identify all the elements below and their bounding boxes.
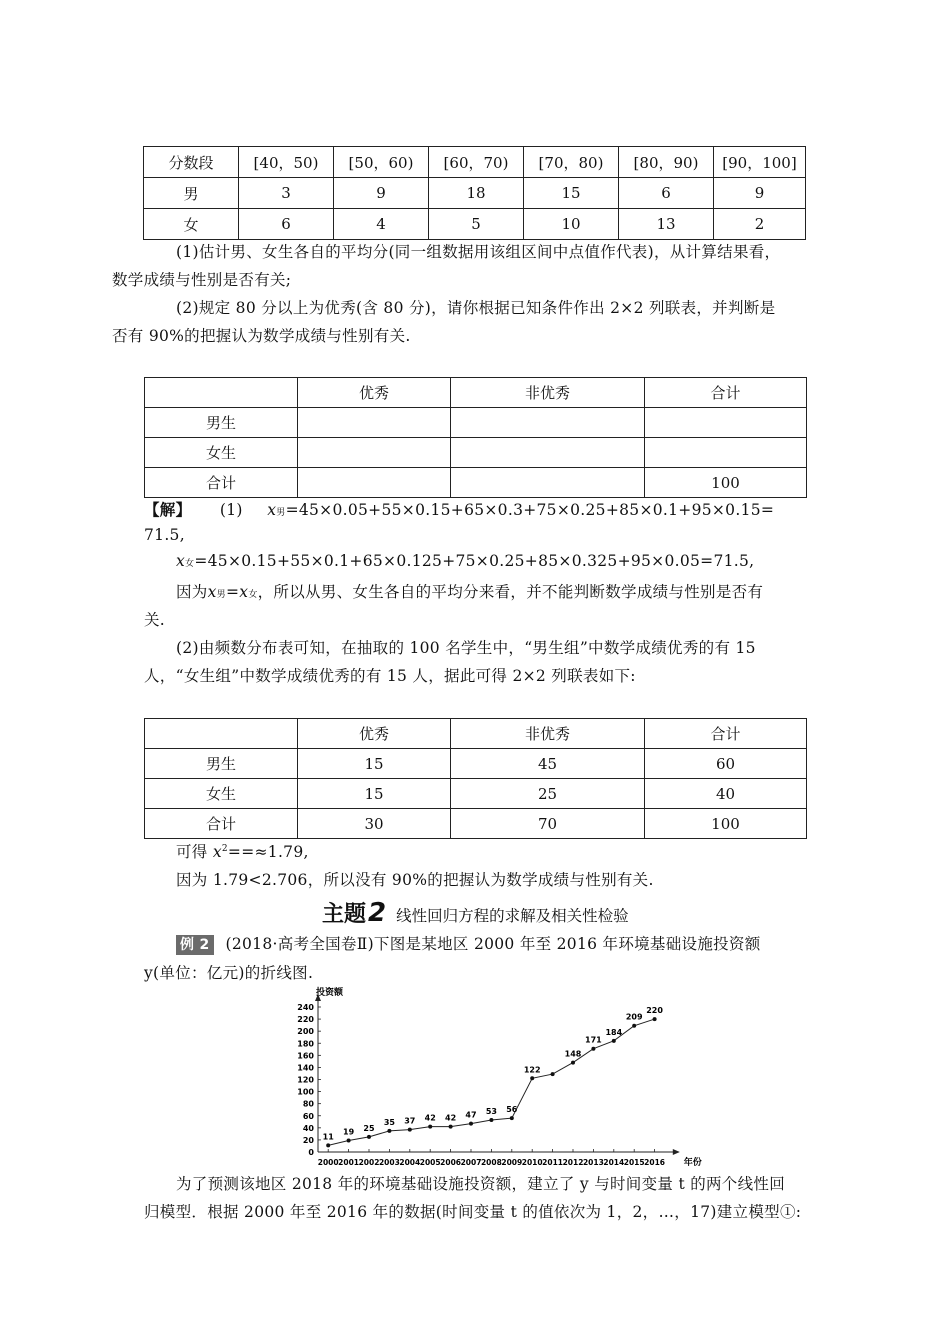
table-cell: 25 xyxy=(451,779,645,809)
filled-contingency-table xyxy=(144,718,807,839)
table-cell: 合计 xyxy=(645,719,807,749)
x-tick-label: 2002 xyxy=(358,1158,380,1167)
x-tick-label: 2006 xyxy=(440,1158,462,1167)
data-label: 171 xyxy=(585,1035,602,1045)
data-point xyxy=(428,1125,432,1129)
table-cell: 合计 xyxy=(645,378,807,408)
table-cell: 非优秀 xyxy=(451,719,645,749)
data-label: 42 xyxy=(424,1113,436,1123)
data-label: 148 xyxy=(564,1049,582,1059)
data-point xyxy=(347,1139,351,1143)
solution-part-1 xyxy=(144,498,774,520)
question-2-line-2: 否有 90%的把握认为数学成绩与性别有关. xyxy=(112,327,411,345)
solution-part-2-line-2: 人，“女生组”中数学成绩优秀的有 15 人，据此可得 2×2 列联表如下: xyxy=(144,667,636,685)
y-tick-label: 80 xyxy=(302,1099,314,1109)
table-row xyxy=(145,468,807,498)
table-cell: 100 xyxy=(645,468,807,498)
male-subscript: 男 xyxy=(276,508,286,518)
x-axis-title: 年份 xyxy=(683,1158,702,1168)
example-line-1 xyxy=(176,932,761,955)
table-cell: [90，100] xyxy=(714,147,806,178)
data-point xyxy=(326,1143,330,1147)
data-label: 35 xyxy=(383,1117,395,1127)
table-row xyxy=(145,408,807,438)
data-label: 11 xyxy=(322,1132,334,1142)
investment-line-chart xyxy=(280,988,700,1170)
table-cell: 6 xyxy=(239,209,334,240)
data-label: 19 xyxy=(343,1127,355,1137)
y-tick-label: 240 xyxy=(297,1003,314,1012)
table-cell: [50，60) xyxy=(334,147,429,178)
conclusion-line: 因为 1.79<2.706，所以没有 90%的把握认为数学成绩与性别有关. xyxy=(176,871,654,889)
y-tick-label: 60 xyxy=(302,1111,314,1121)
data-label: 37 xyxy=(404,1116,416,1126)
table-header-row xyxy=(145,378,807,408)
data-point xyxy=(530,1076,534,1080)
table-cell xyxy=(645,408,807,438)
topic-subtitle: 线性回归方程的求解及相关性检验 xyxy=(396,907,629,925)
question-2 xyxy=(112,294,808,350)
x-tick-label: 2011 xyxy=(542,1158,564,1167)
y-axis-title: 投资额 xyxy=(316,988,344,998)
x-tick-label: 2004 xyxy=(399,1158,421,1167)
solution-part-1-prefix: (1) xyxy=(219,501,243,519)
y-tick-label: 120 xyxy=(297,1075,314,1085)
male-mean-symbol-2: x xyxy=(207,583,217,601)
chi-square-prefix: 可得 xyxy=(176,843,208,861)
table-cell: 40 xyxy=(645,779,807,809)
table-cell: 45 xyxy=(451,749,645,779)
blank-contingency-table xyxy=(144,377,807,498)
series-line xyxy=(328,1019,654,1145)
topic-number: 2 xyxy=(368,898,387,928)
question-1-line-2: 数学成绩与性别是否有关; xyxy=(112,271,292,289)
table-row xyxy=(145,809,807,839)
data-label: 47 xyxy=(465,1110,477,1120)
table-header-row xyxy=(145,719,807,749)
table-cell: 5 xyxy=(429,209,524,240)
table-cell xyxy=(298,468,451,498)
female-mean-expression: =45×0.15+55×0.1+65×0.125+75×0.25+85×0.325+95×0.05=71.5, xyxy=(194,552,755,570)
table-cell: 合计 xyxy=(145,468,298,498)
data-label: 209 xyxy=(625,1012,643,1022)
female-mean-line xyxy=(176,552,754,570)
example-badge: 例 2 xyxy=(176,935,214,955)
y-tick-label: 40 xyxy=(302,1123,314,1133)
table-cell: 男生 xyxy=(145,749,298,779)
table-cell: 15 xyxy=(298,749,451,779)
x-tick-label: 2005 xyxy=(419,1158,441,1167)
y-tick-label: 160 xyxy=(297,1051,314,1061)
because-prefix: 因为 xyxy=(176,583,208,601)
data-point xyxy=(551,1072,555,1076)
table-cell xyxy=(645,438,807,468)
data-point xyxy=(571,1061,575,1065)
table-row xyxy=(144,178,806,209)
y-tick-label: 200 xyxy=(297,1027,314,1037)
table-cell xyxy=(451,468,645,498)
data-point xyxy=(612,1039,616,1043)
table-cell: 分数段 xyxy=(144,147,239,178)
score-distribution-table xyxy=(143,146,806,240)
table-cell: 优秀 xyxy=(298,378,451,408)
y-tick-label: 20 xyxy=(302,1135,314,1145)
x-tick-label: 2014 xyxy=(603,1158,625,1167)
x-tick-label: 2003 xyxy=(378,1158,400,1167)
table-cell: 2 xyxy=(714,209,806,240)
x-tick-label: 2009 xyxy=(501,1158,523,1167)
chi-square-exponent: 2 xyxy=(221,843,228,854)
x-axis-arrow xyxy=(673,1149,680,1155)
data-label: 42 xyxy=(445,1113,457,1123)
question-1-line-1: (1)估计男、女生各自的平均分(同一组数据用该组区间中点值作代表)，从计算结果看， xyxy=(176,243,781,261)
data-label: 25 xyxy=(363,1123,375,1133)
closing-line-2: 归模型．根据 2000 年至 2016 年的数据(时间变量 t 的值依次为 1，2，…，17)建立模型①: xyxy=(144,1203,802,1221)
table-row xyxy=(144,209,806,240)
table-row xyxy=(145,749,807,779)
y-tick-label: 220 xyxy=(297,1015,314,1025)
data-label: 184 xyxy=(605,1027,623,1037)
male-subscript-2: 男 xyxy=(216,590,226,600)
data-point xyxy=(449,1125,453,1129)
x-tick-label: 2013 xyxy=(582,1158,604,1167)
table-cell: 优秀 xyxy=(298,719,451,749)
data-point xyxy=(469,1122,473,1126)
table-cell xyxy=(298,438,451,468)
topic-heading xyxy=(322,897,629,928)
equals-sign: = xyxy=(225,583,240,601)
table-cell xyxy=(145,378,298,408)
chi-square-symbol: x xyxy=(212,843,222,861)
data-point xyxy=(591,1047,595,1051)
x-tick-label: 2008 xyxy=(480,1158,502,1167)
closing-line-1: 为了预测该地区 2018 年的环境基础设施投资额，建立了 y 与时间变量 t 的两个线性回 xyxy=(176,1175,785,1193)
because-end: 关. xyxy=(144,611,166,629)
chi-square-value: ==≈1.79, xyxy=(227,843,309,861)
table-cell: 100 xyxy=(645,809,807,839)
table-header-row xyxy=(144,147,806,178)
data-point xyxy=(408,1128,412,1132)
table-row xyxy=(145,438,807,468)
data-point xyxy=(653,1017,657,1021)
solution-label: 【解】 xyxy=(144,500,192,519)
data-point xyxy=(489,1118,493,1122)
y-tick-label: 100 xyxy=(297,1087,314,1097)
chi-square-line xyxy=(176,840,309,862)
table-cell: 9 xyxy=(334,178,429,209)
y-tick-label: 0 xyxy=(308,1148,314,1157)
topic-title: 主题 xyxy=(322,902,367,927)
table-cell: 3 xyxy=(239,178,334,209)
table-cell: 15 xyxy=(298,779,451,809)
x-tick-label: 2007 xyxy=(460,1158,482,1167)
table-cell: 60 xyxy=(645,749,807,779)
table-cell: [60，70) xyxy=(429,147,524,178)
table-cell: 18 xyxy=(429,178,524,209)
solution-part-2-line-1: (2)由频数分布表可知，在抽取的 100 名学生中，“男生组”中数学成绩优秀的有 15 xyxy=(176,639,756,657)
table-cell: 13 xyxy=(619,209,714,240)
table-cell: 10 xyxy=(524,209,619,240)
table-cell: [80，90) xyxy=(619,147,714,178)
question-1 xyxy=(112,238,808,294)
data-label: 122 xyxy=(523,1065,541,1075)
male-mean-expression: =45×0.05+55×0.15+65×0.3+75×0.25+85×0.1+95×0.15= xyxy=(285,501,775,519)
table-cell: 6 xyxy=(619,178,714,209)
data-label: 220 xyxy=(646,1006,663,1016)
y-tick-label: 180 xyxy=(297,1039,314,1049)
female-subscript: 女 xyxy=(185,559,195,569)
table-cell: 30 xyxy=(298,809,451,839)
table-cell: 女 xyxy=(144,209,239,240)
table-cell xyxy=(145,719,298,749)
table-cell: 15 xyxy=(524,178,619,209)
table-cell: 非优秀 xyxy=(451,378,645,408)
x-tick-label: 2012 xyxy=(562,1158,584,1167)
example-text-2: y(单位：亿元)的折线图. xyxy=(144,964,314,982)
table-cell: 男 xyxy=(144,178,239,209)
table-row xyxy=(145,779,807,809)
data-point xyxy=(367,1135,371,1139)
table-cell: [70，80) xyxy=(524,147,619,178)
table-cell: 9 xyxy=(714,178,806,209)
x-tick-label: 2000 xyxy=(317,1158,339,1167)
data-point xyxy=(387,1129,391,1133)
table-cell xyxy=(298,408,451,438)
table-cell: 女生 xyxy=(145,438,298,468)
male-mean-symbol: x xyxy=(267,501,277,519)
table-cell: 4 xyxy=(334,209,429,240)
x-tick-label: 2016 xyxy=(644,1158,666,1167)
table-cell xyxy=(451,438,645,468)
x-tick-label: 2015 xyxy=(623,1158,645,1167)
y-tick-label: 140 xyxy=(297,1063,314,1073)
female-subscript-2: 女 xyxy=(248,590,258,600)
data-point xyxy=(632,1024,636,1028)
table-cell xyxy=(451,408,645,438)
table-cell: [40，50) xyxy=(239,147,334,178)
female-mean-symbol-2: x xyxy=(239,583,249,601)
table-cell: 男生 xyxy=(145,408,298,438)
data-label: 56 xyxy=(506,1105,518,1115)
question-2-line-1: (2)规定 80 分以上为优秀(含 80 分)，请你根据已知条件作出 2×2 列联表，并判断是 xyxy=(176,299,776,317)
because-line xyxy=(176,580,763,602)
x-tick-label: 2001 xyxy=(338,1158,360,1167)
female-mean-symbol: x xyxy=(176,552,186,570)
table-cell: 女生 xyxy=(145,779,298,809)
data-label: 53 xyxy=(485,1106,497,1116)
because-suffix: ，所以从男、女生各自的平均分来看，并不能判断数学成绩与性别是否有 xyxy=(257,583,764,601)
male-mean-result: 71.5, xyxy=(144,526,185,544)
x-tick-label: 2010 xyxy=(521,1158,543,1167)
data-point xyxy=(510,1116,514,1120)
table-cell: 70 xyxy=(451,809,645,839)
example-text-1: (2018·高考全国卷Ⅱ)下图是某地区 2000 年至 2016 年环境基础设施投资额 xyxy=(225,935,761,953)
table-cell: 合计 xyxy=(145,809,298,839)
